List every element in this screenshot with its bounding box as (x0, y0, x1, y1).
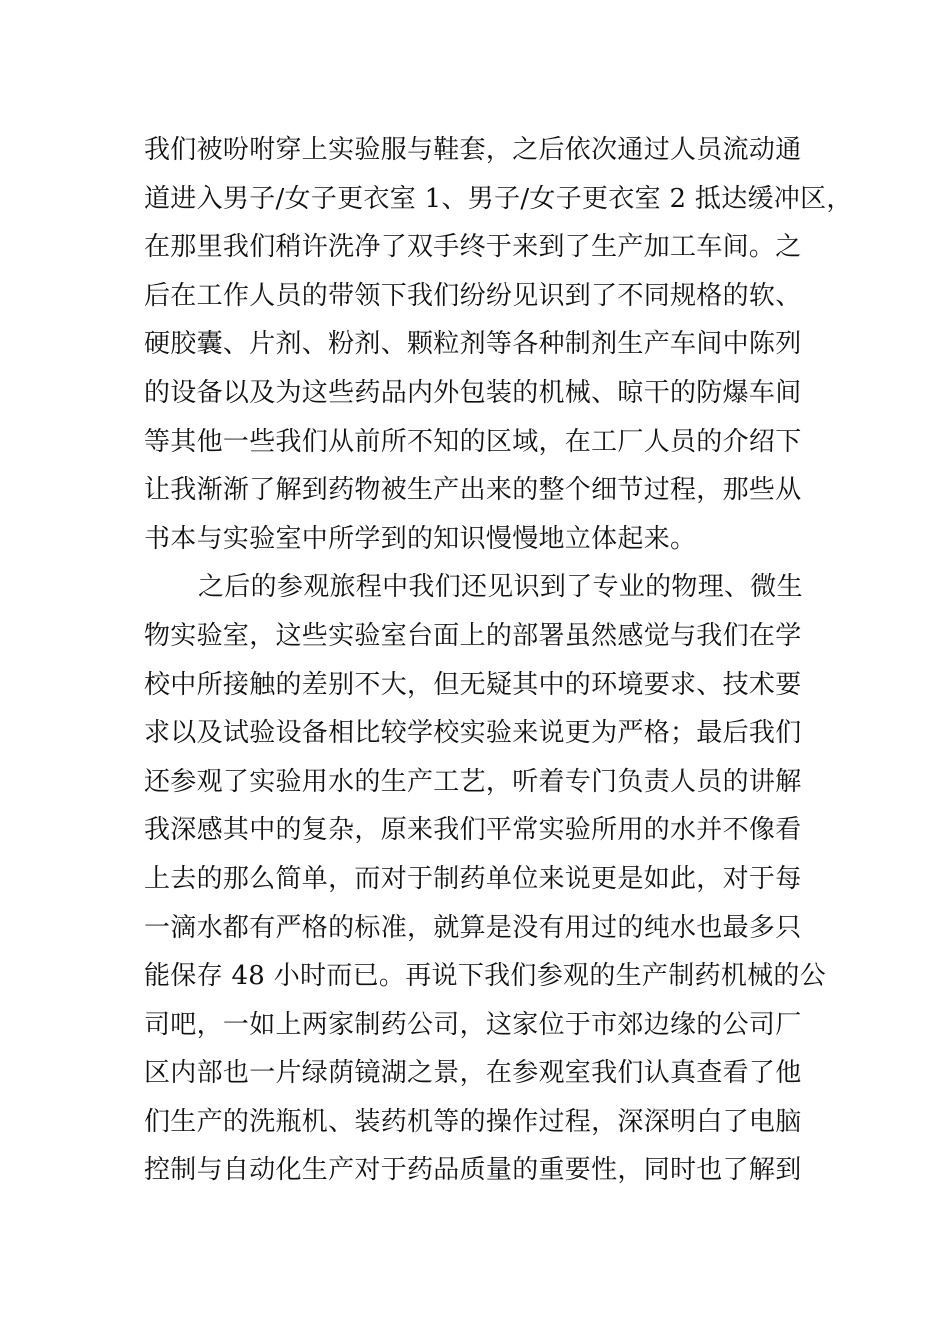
text-line: 等其他一些我们从前所不知的区域，在工厂人员的介绍下 (144, 426, 802, 457)
body-text (144, 126, 853, 1195)
text-line: 我深感其中的复杂，原来我们平常实验所用的水并不像看 (144, 815, 802, 846)
text-line: 的设备以及为这些药品内外包装的机械、晾干的防爆车间 (144, 377, 802, 408)
text-line: 道进入男子/女子更衣室 1、男子/女子更衣室 2 抵达缓冲区， (144, 183, 853, 214)
text-line: 一滴水都有严格的标准，就算是没有用过的纯水也最多只 (144, 912, 802, 943)
text-line: 控制与自动化生产对于药品质量的重要性，同时也了解到 (144, 1155, 802, 1186)
text-line: 在那里我们稍许洗净了双手终于来到了生产加工车间。之 (144, 232, 802, 263)
text-line: 后在工作人员的带领下我们纷纷见识到了不同规格的软、 (144, 280, 802, 311)
text-line: 区内部也一片绿荫镜湖之景，在参观室我们认真查看了他 (144, 1058, 802, 1089)
text-line: 司吧，一如上两家制药公司，这家位于市郊边缘的公司厂 (144, 1009, 802, 1040)
text-line: 我们被吩咐穿上实验服与鞋套，之后依次通过人员流动通 (144, 135, 802, 165)
text-line: 校中所接触的差别不大，但无疑其中的环境要求、技术要 (144, 669, 802, 700)
text-line: 还参观了实验用水的生产工艺，听着专门负责人员的讲解 (144, 766, 802, 797)
text-line: 们生产的洗瓶机、装药机等的操作过程，深深明白了电脑 (144, 1106, 802, 1137)
text-line: 硬胶囊、片剂、粉剂、颗粒剂等各种制剂生产车间中陈列 (144, 329, 802, 360)
text-line: 求以及试验设备相比较学校实验来说更为严格；最后我们 (144, 718, 802, 749)
text-line: 能保存 48 小时而已。再说下我们参观的生产制药机械的公 (144, 961, 827, 992)
text-line: 上去的那么简单，而对于制药单位来说更是如此，对于每 (144, 863, 802, 894)
paragraph-start-line: 之后的参观旅程中我们还见识到了专业的物理、微生 (198, 572, 803, 603)
text-line: 物实验室，这些实验室台面上的部署虽然感觉与我们在学 (144, 620, 802, 651)
text-line: 让我渐渐了解到药物被生产出来的整个细节过程，那些从 (144, 475, 802, 506)
text-line: 书本与实验室中所学到的知识慢慢地立体起来。 (144, 523, 697, 554)
